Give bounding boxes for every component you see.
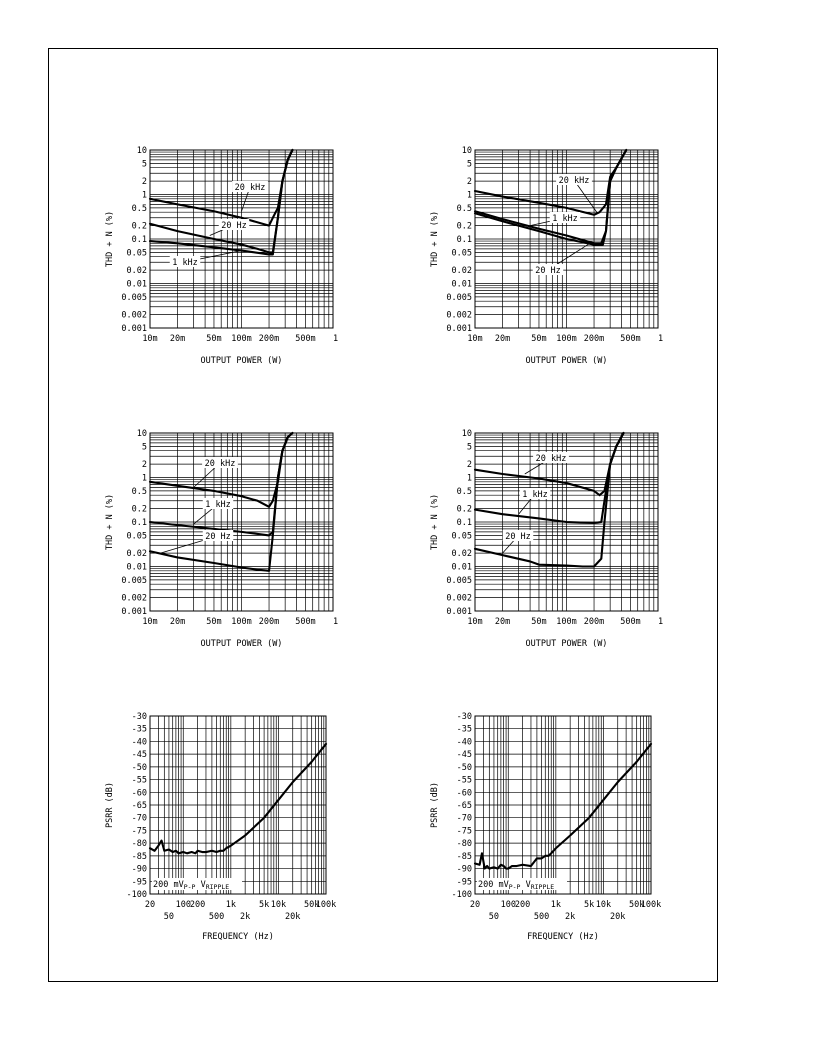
y-tick-label: -90 (456, 864, 472, 875)
x-axis-label: OUTPUT POWER (W) (200, 639, 283, 649)
y-tick-label: 1 (141, 473, 147, 484)
y-tick-label: 0.2 (131, 504, 147, 515)
y-tick-label: 0.002 (121, 593, 147, 604)
x-tick-label: 200m (258, 617, 280, 627)
y-tick-label: 0.001 (121, 607, 147, 617)
y-tick-label: 0.5 (131, 203, 147, 214)
x-tick-label: 20 (144, 900, 156, 910)
y-tick-label: 5 (141, 159, 147, 170)
y-tick-label: 2 (466, 177, 472, 188)
y-tick-label: 1 (466, 190, 472, 201)
y-tick-label: -65 (131, 801, 147, 811)
x-tick-label: 500m (295, 617, 316, 627)
x-tick-label: 200 (514, 900, 531, 910)
x-tick-label: 20k (285, 912, 301, 922)
y-tick-label: -90 (131, 864, 147, 875)
y-tick-label: 0.005 (121, 292, 147, 303)
ripple-annotation: 200 $mV_{P-P}$ $V_{RIPPLE}$ (478, 880, 555, 891)
y-tick-label: 10 (461, 146, 472, 156)
y-tick-label: 1 (141, 190, 147, 201)
thd-chart-1 (100, 140, 370, 380)
y-tick-label: -60 (456, 788, 472, 799)
x-tick-label: 1k (550, 900, 561, 910)
x-axis-label: FREQUENCY (Hz) (527, 932, 599, 942)
y-tick-label: -70 (456, 813, 472, 824)
x-tick-label: 10m (142, 617, 158, 627)
y-tick-label: 0.02 (126, 266, 147, 277)
y-tick-label: -65 (456, 801, 472, 811)
series-label: 1 kHz (205, 500, 231, 510)
y-tick-label: -80 (456, 839, 472, 850)
y-tick-label: 0.02 (451, 549, 472, 560)
y-tick-label: -100 (451, 890, 472, 900)
series-label: 20 kHz (204, 459, 236, 469)
x-tick-label: 50m (206, 617, 222, 627)
x-tick-label: 100m (556, 334, 577, 344)
y-tick-label: -95 (131, 877, 147, 888)
y-tick-label: 0.2 (456, 221, 472, 232)
y-tick-label: 5 (466, 442, 472, 453)
y-tick-label: -75 (456, 826, 472, 837)
y-tick-label: 0.05 (126, 531, 147, 542)
y-axis-label: PSRR (dB) (430, 781, 440, 829)
y-tick-label: -35 (456, 724, 472, 735)
x-tick-label: 20k (610, 912, 626, 922)
y-tick-label: -35 (131, 724, 147, 735)
x-tick-label: 5k (583, 900, 595, 910)
x-tick-label: 20m (494, 617, 511, 627)
x-tick-label: 1 (658, 617, 664, 627)
y-tick-label: 0.2 (131, 221, 147, 232)
x-tick-label: 10m (467, 617, 483, 627)
y-tick-label: -60 (131, 788, 147, 799)
x-tick-label: 50m (206, 334, 222, 344)
x-tick-label: 10k (595, 900, 612, 910)
y-tick-label: 0.001 (446, 324, 472, 334)
y-tick-label: -85 (131, 851, 147, 862)
x-tick-label: 500 (208, 912, 225, 922)
x-tick-label: 20 (469, 900, 481, 910)
x-tick-label: 1 (333, 334, 339, 344)
x-tick-label: 200m (583, 334, 605, 344)
y-tick-label: 0.1 (131, 518, 147, 528)
y-tick-label: -45 (456, 750, 472, 761)
series-label: 20 Hz (205, 532, 231, 542)
series-label: 20 kHz (234, 183, 266, 193)
y-tick-label: 0.02 (451, 266, 472, 277)
x-tick-label: 50 (163, 912, 175, 922)
psrr-chart-1 (100, 706, 370, 956)
x-tick-label: 1 (333, 617, 339, 627)
y-tick-label: 10 (136, 429, 147, 439)
y-tick-label: 2 (141, 177, 147, 188)
y-tick-label: 0.02 (126, 549, 147, 560)
x-tick-label: 200 (189, 900, 206, 910)
x-tick-label: 50k (629, 900, 645, 910)
y-tick-label: 0.001 (121, 324, 147, 334)
y-tick-label: -80 (131, 839, 147, 850)
y-tick-label: -50 (456, 762, 472, 773)
y-tick-label: 0.01 (451, 279, 472, 290)
series-line-psrr (150, 744, 326, 853)
x-tick-label: 500m (295, 334, 316, 344)
x-tick-label: 100k (640, 900, 662, 910)
x-tick-label: 10m (142, 334, 158, 344)
x-tick-label: 20m (494, 334, 511, 344)
series-label: 20 kHz (558, 176, 590, 186)
y-tick-label: 0.005 (446, 292, 472, 303)
y-tick-label: 5 (466, 159, 472, 170)
series-line-20-hz (475, 150, 626, 245)
y-tick-label: 5 (141, 442, 147, 453)
x-tick-label: 10m (467, 334, 483, 344)
y-tick-label: 0.5 (456, 486, 472, 497)
x-tick-label: 100 (500, 900, 516, 910)
y-tick-label: 0.001 (446, 607, 472, 617)
x-tick-label: 50m (531, 334, 547, 344)
y-tick-label: -55 (131, 775, 147, 786)
y-tick-label: 0.005 (121, 575, 147, 586)
y-tick-label: -40 (131, 737, 147, 748)
y-axis-label: THD + N (%) (105, 493, 115, 551)
x-tick-label: 5k (258, 900, 270, 910)
y-axis-label: THD + N (%) (430, 210, 440, 268)
y-tick-label: 1 (466, 473, 472, 484)
thd-chart-3 (100, 423, 370, 663)
x-tick-label: 100m (231, 617, 252, 627)
x-tick-label: 2k (240, 912, 251, 922)
x-tick-label: 500 (533, 912, 550, 922)
y-tick-label: 10 (461, 429, 472, 439)
x-tick-label: 50m (531, 617, 547, 627)
x-tick-label: 20m (169, 334, 186, 344)
y-tick-label: 10 (136, 146, 147, 156)
x-tick-label: 20m (169, 617, 186, 627)
y-tick-label: 0.01 (451, 562, 472, 573)
x-tick-label: 50 (488, 912, 500, 922)
x-tick-label: 500m (620, 617, 641, 627)
series-label: 20 kHz (535, 454, 567, 464)
x-tick-label: 2k (565, 912, 576, 922)
series-label: 20 Hz (221, 221, 247, 231)
series-label: 20 Hz (505, 532, 531, 542)
y-tick-label: 0.01 (126, 279, 147, 290)
series-label: 1 kHz (552, 214, 578, 224)
y-tick-label: 0.01 (126, 562, 147, 573)
psrr-chart-2 (425, 706, 695, 956)
y-grid (150, 716, 326, 894)
y-tick-label: 0.5 (456, 203, 472, 214)
y-tick-label: -95 (456, 877, 472, 888)
x-tick-label: 10k (270, 900, 287, 910)
y-axis-label: PSRR (dB) (105, 781, 115, 829)
y-tick-label: 0.5 (131, 486, 147, 497)
y-tick-label: 0.05 (451, 531, 472, 542)
y-tick-label: -85 (456, 851, 472, 862)
series-label: 1 kHz (522, 490, 548, 500)
y-tick-label: 0.1 (131, 235, 147, 245)
x-tick-label: 100m (231, 334, 252, 344)
y-tick-label: 0.005 (446, 575, 472, 586)
thd-chart-4 (425, 423, 695, 663)
x-tick-label: 200m (583, 617, 605, 627)
x-tick-label: 200m (258, 334, 280, 344)
thd-chart-2 (425, 140, 695, 380)
y-tick-label: 2 (466, 460, 472, 471)
y-tick-label: 2 (141, 460, 147, 471)
x-axis-label: OUTPUT POWER (W) (200, 356, 283, 366)
y-tick-label: -30 (456, 712, 472, 722)
x-tick-label: 100 (175, 900, 191, 910)
x-tick-label: 1 (658, 334, 664, 344)
x-axis-label: OUTPUT POWER (W) (525, 639, 608, 649)
y-tick-label: 0.2 (456, 504, 472, 515)
y-tick-label: 0.1 (456, 235, 472, 245)
y-tick-label: -50 (131, 762, 147, 773)
y-tick-label: -30 (131, 712, 147, 722)
series-label: 1 kHz (172, 258, 198, 268)
y-tick-label: 0.05 (126, 248, 147, 259)
x-tick-label: 1k (225, 900, 236, 910)
x-tick-label: 100k (315, 900, 337, 910)
y-tick-label: -70 (131, 813, 147, 824)
y-tick-label: 0.05 (451, 248, 472, 259)
y-grid (475, 716, 651, 894)
y-tick-label: -45 (131, 750, 147, 761)
y-tick-label: 0.002 (446, 593, 472, 604)
series-line-psrr (475, 744, 651, 869)
y-tick-label: -75 (131, 826, 147, 837)
x-tick-label: 100m (556, 617, 577, 627)
x-tick-label: 500m (620, 334, 641, 344)
y-tick-label: -40 (456, 737, 472, 748)
y-axis-label: THD + N (%) (105, 210, 115, 268)
y-tick-label: 0.002 (446, 310, 472, 321)
x-tick-label: 50k (304, 900, 320, 910)
series-label: 20 Hz (535, 266, 561, 276)
x-axis-label: OUTPUT POWER (W) (525, 356, 608, 366)
y-tick-label: -100 (126, 890, 147, 900)
y-tick-label: 0.002 (121, 310, 147, 321)
ripple-annotation: 200 $mV_{P-P}$ $V_{RIPPLE}$ (153, 880, 230, 891)
y-axis-label: THD + N (%) (430, 493, 440, 551)
y-tick-label: 0.1 (456, 518, 472, 528)
x-axis-label: FREQUENCY (Hz) (202, 932, 274, 942)
y-tick-label: -55 (456, 775, 472, 786)
